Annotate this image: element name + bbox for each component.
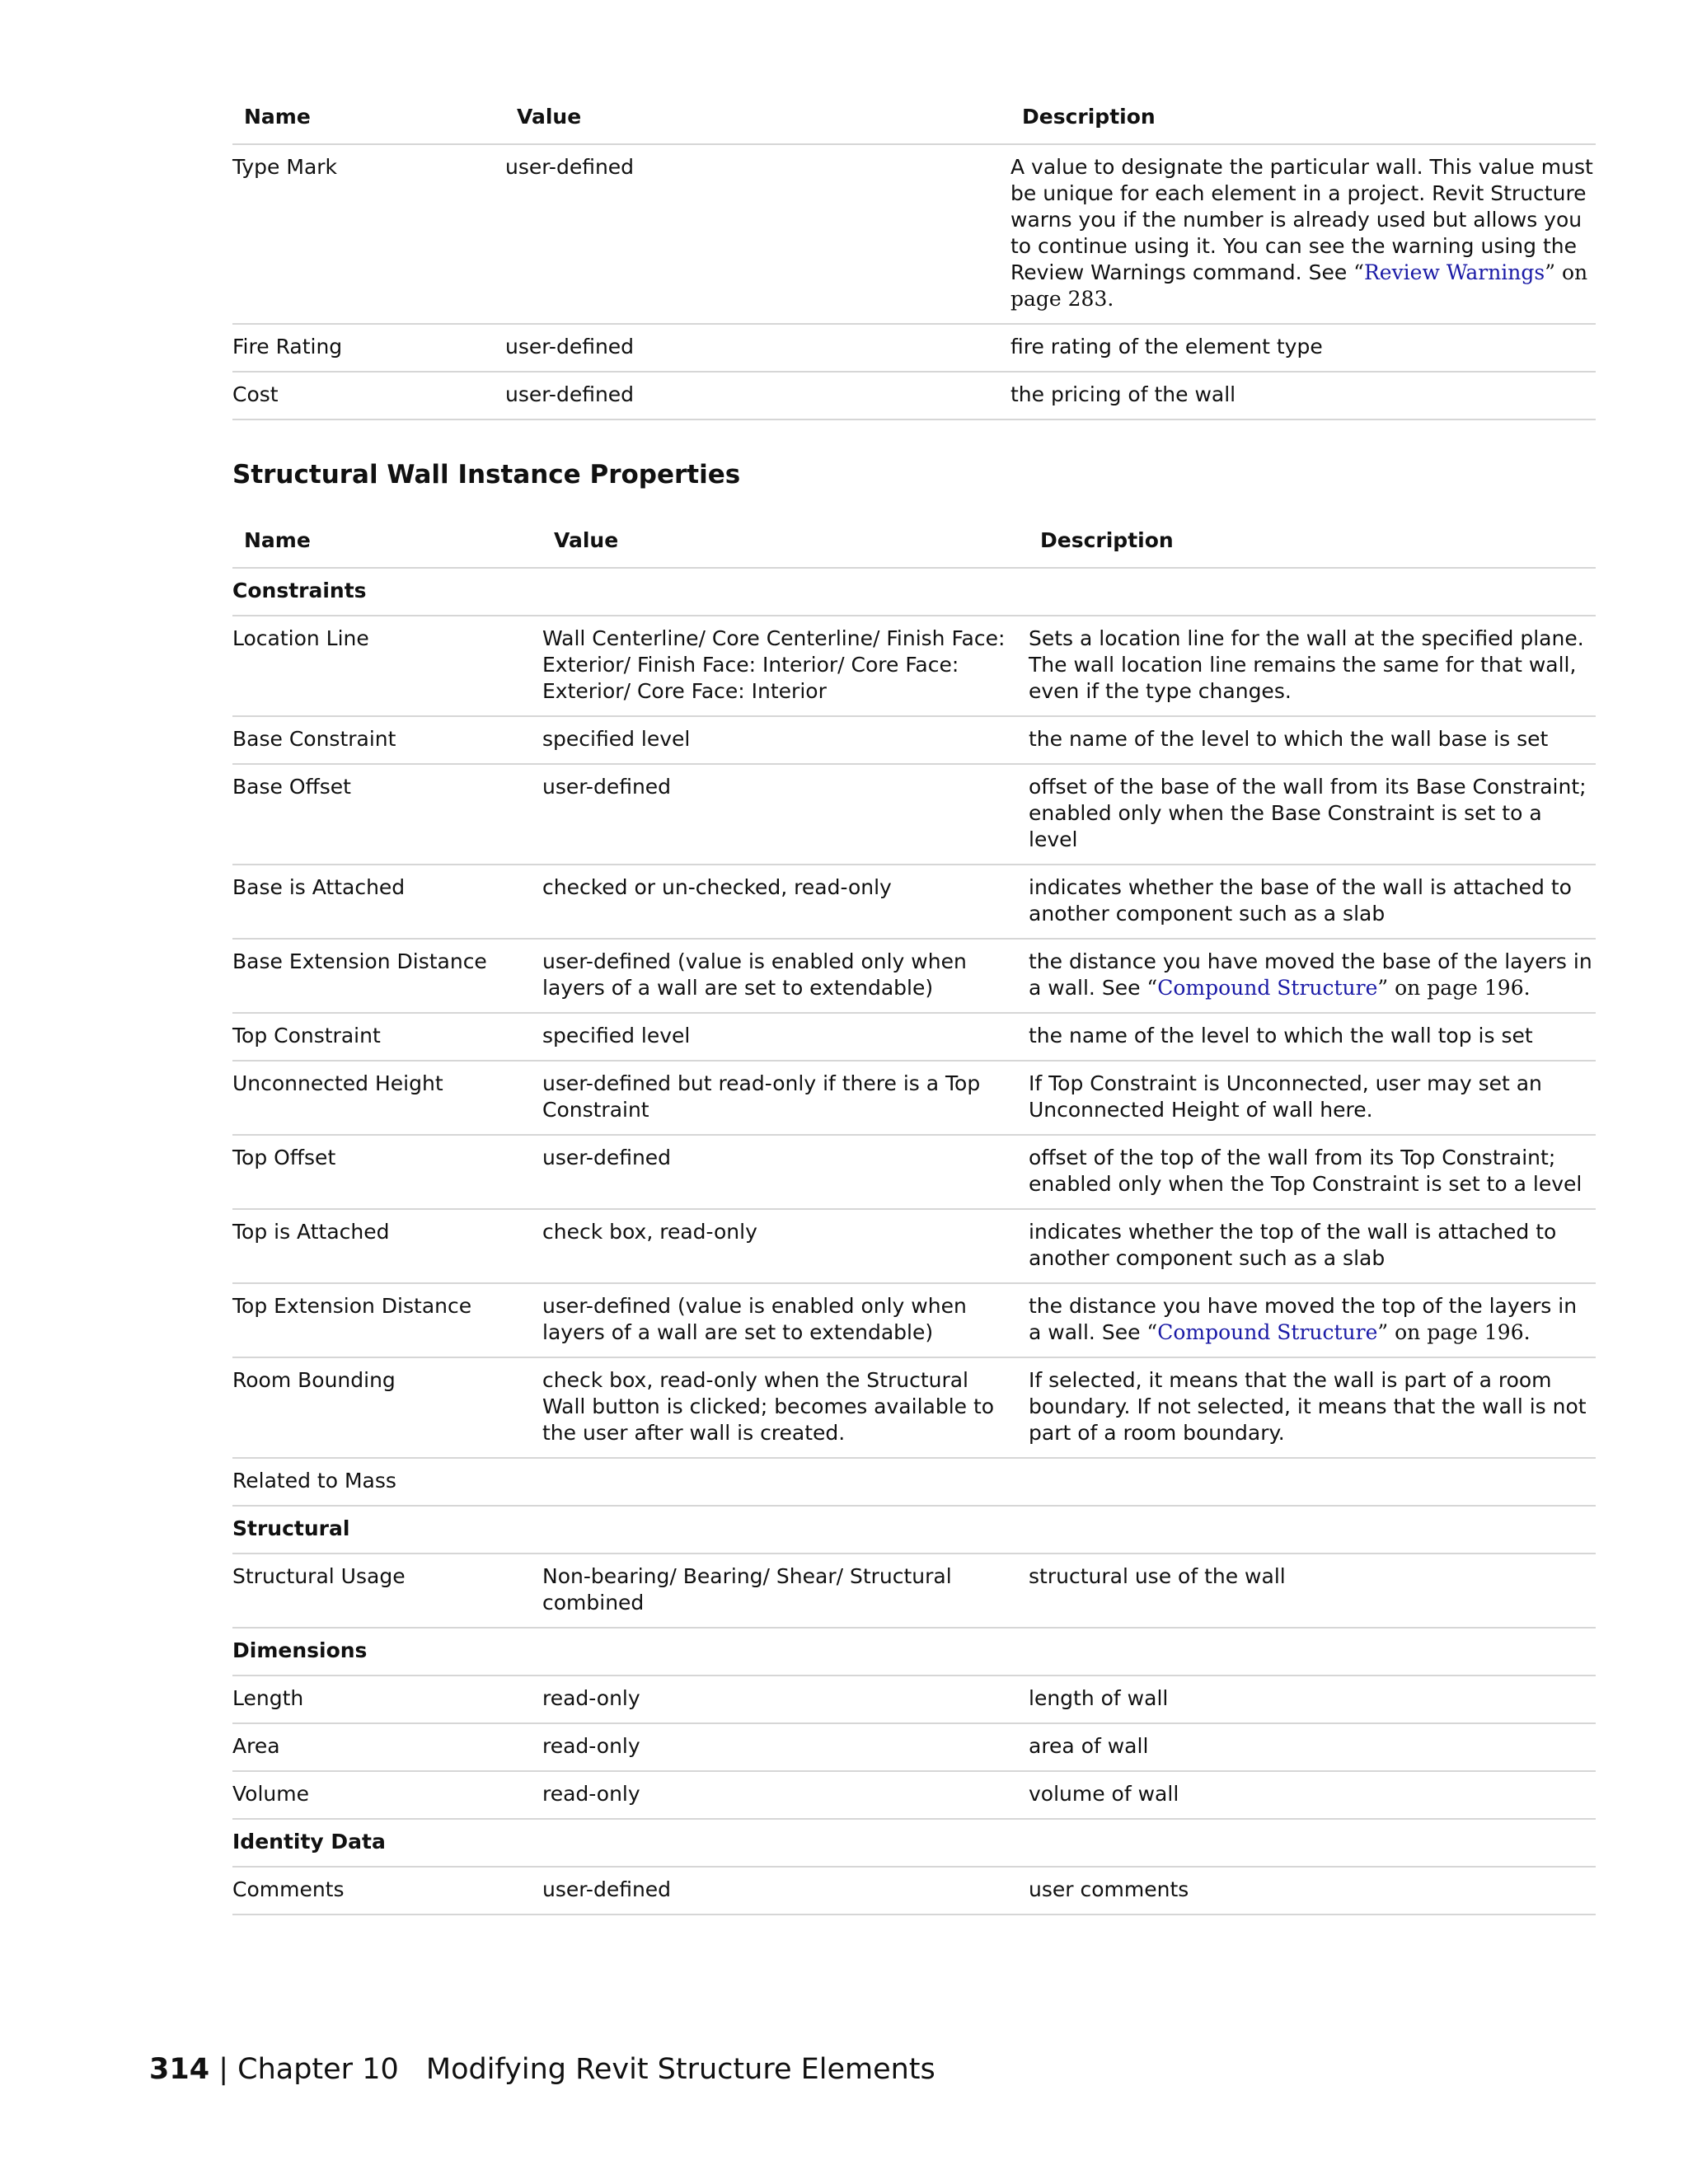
cell-value: check box, read-only [542,1209,1029,1283]
cell-name: Unconnected Height [232,1061,542,1135]
review-warnings-link[interactable]: Review Warnings [1363,260,1545,284]
cell-description: Sets a location line for the wall at the specified plane. The wall location line remains the same for that wall, even if the type changes. [1029,616,1596,716]
cell-description: indicates whether the base of the wall is attached to another component such as a slab [1029,865,1596,939]
description-text: A value to designate the particular wall. This value must be unique for each element in a project. Revit Structure warns you if the number is already used but allows you to continue using it. You can see the warning using the Review Warnings command. See [1010,155,1593,284]
cell-value: specified level [542,716,1029,764]
cell-value: specified level [542,1013,1029,1061]
table-row [232,372,1596,419]
group-row-structural [232,1506,1596,1554]
cell-value: read-only [542,1675,1029,1723]
cell-value: user-defined [505,144,1010,324]
page-reference: ” on page 283. [1010,260,1588,311]
footer-separator: | [218,2053,228,2086]
page-reference: ” on page 196. [1377,1320,1531,1344]
cell-name: Area [232,1723,542,1771]
cell-value: user-defined [542,764,1029,865]
table-row [232,939,1596,1013]
group-label: Identity Data [232,1819,1596,1867]
cell-description [1029,1283,1596,1357]
table-row [232,1723,1596,1771]
cell-name: Related to Mass [232,1458,1596,1506]
group-row-constraints [232,568,1596,616]
instance-properties-table [232,516,1596,1915]
cell-name: Fire Rating [232,324,505,372]
cell-value: user-defined [505,372,1010,419]
cell-name: Type Mark [232,144,505,324]
header-description: Description [1010,92,1596,144]
cell-description [1010,144,1596,324]
page-number: 314 [149,2053,210,2086]
table-row [232,1357,1596,1458]
type-properties-table [232,92,1596,420]
group-label: Dimensions [232,1628,1596,1675]
cell-value: check box, read-only when the Structural Wall button is clicked; becomes available to the user after wall is created. [542,1357,1029,1458]
cell-name: Top Extension Distance [232,1283,542,1357]
cell-name: Top Constraint [232,1013,542,1061]
open-quote: “ [1146,976,1158,1000]
cell-description: length of wall [1029,1675,1596,1723]
table-row [232,1013,1596,1061]
cell-value: read-only [542,1771,1029,1819]
cell-name: Top Offset [232,1135,542,1209]
cell-description: offset of the top of the wall from its Top Constraint; enabled only when the Top Constraint is set to a level [1029,1135,1596,1209]
cell-value: user-defined but read-only if there is a Top Constraint [542,1061,1029,1135]
group-row-identity-data [232,1819,1596,1867]
table-row [232,1209,1596,1283]
cell-name: Base Extension Distance [232,939,542,1013]
cell-name: Cost [232,372,505,419]
cell-description: the pricing of the wall [1010,372,1596,419]
cell-name: Location Line [232,616,542,716]
cell-name: Base is Attached [232,865,542,939]
header-description: Description [1029,516,1596,568]
compound-structure-link[interactable]: Compound Structure [1157,1320,1378,1344]
cell-description [1029,939,1596,1013]
cell-description: user comments [1029,1867,1596,1915]
open-quote: “ [1146,1320,1158,1344]
cell-value: user-defined (value is enabled only when layers of a wall are set to extendable) [542,1283,1029,1357]
chapter-title: Modifying Revit Structure Elements [425,2053,935,2086]
header-value: Value [505,92,1010,144]
cell-name: Room Bounding [232,1357,542,1458]
table-header-row [232,92,1596,144]
group-label: Structural [232,1506,1596,1554]
section-heading: Structural Wall Instance Properties [232,460,741,490]
description-text: the distance you have moved the top of the layers in a wall. See [1029,1294,1578,1344]
compound-structure-link[interactable]: Compound Structure [1157,976,1378,1000]
cell-description: offset of the base of the wall from its Base Constraint; enabled only when the Base Constraint is set to a level [1029,764,1596,865]
cell-name: Comments [232,1867,542,1915]
table-row [232,764,1596,865]
table-row [232,1554,1596,1628]
cell-name: Volume [232,1771,542,1819]
table-row [232,1771,1596,1819]
cell-value: Non-bearing/ Bearing/ Shear/ Structural combined [542,1554,1029,1628]
cell-description: area of wall [1029,1723,1596,1771]
cell-description: fire rating of the element type [1010,324,1596,372]
header-name: Name [232,516,542,568]
table-row [232,616,1596,716]
cell-name: Structural Usage [232,1554,542,1628]
table-row [232,1135,1596,1209]
page-reference: ” on page 196. [1377,976,1531,1000]
table-header-row [232,516,1596,568]
cell-name: Base Constraint [232,716,542,764]
cell-value: user-defined [505,324,1010,372]
group-label: Constraints [232,568,1596,616]
table-row [232,865,1596,939]
cell-value: Wall Centerline/ Core Centerline/ Finish Face: Exterior/ Finish Face: Interior/ Core Face: Exterior/ Core Face: Interior [542,616,1029,716]
description-text: the distance you have moved the base of the layers in a wall. See [1029,949,1592,1000]
cell-name: Top is Attached [232,1209,542,1283]
cell-description: If Top Constraint is Unconnected, user may set an Unconnected Height of wall here. [1029,1061,1596,1135]
header-name: Name [232,92,505,144]
cell-description: the name of the level to which the wall base is set [1029,716,1596,764]
table-row [232,716,1596,764]
cell-value: user-defined (value is enabled only when layers of a wall are set to extendable) [542,939,1029,1013]
open-quote: “ [1353,260,1364,284]
cell-value: read-only [542,1723,1029,1771]
cell-description: volume of wall [1029,1771,1596,1819]
table-row [232,1283,1596,1357]
cell-name: Length [232,1675,542,1723]
page-footer [149,2053,935,2086]
table-row [232,144,1596,324]
header-value: Value [542,516,1029,568]
table-row [232,1061,1596,1135]
cell-value: user-defined [542,1135,1029,1209]
cell-description: the name of the level to which the wall top is set [1029,1013,1596,1061]
table-row [232,324,1596,372]
table-row [232,1867,1596,1915]
cell-description: indicates whether the top of the wall is attached to another component such as a slab [1029,1209,1596,1283]
cell-name: Base Offset [232,764,542,865]
cell-value: user-defined [542,1867,1029,1915]
table-row [232,1675,1596,1723]
table-row [232,1458,1596,1506]
cell-value: checked or un-checked, read-only [542,865,1029,939]
cell-description: If selected, it means that the wall is part of a room boundary. If not selected, it means that the wall is not part of a room boundary. [1029,1357,1596,1458]
cell-description: structural use of the wall [1029,1554,1596,1628]
chapter-label: Chapter 10 [237,2053,399,2086]
group-row-dimensions [232,1628,1596,1675]
